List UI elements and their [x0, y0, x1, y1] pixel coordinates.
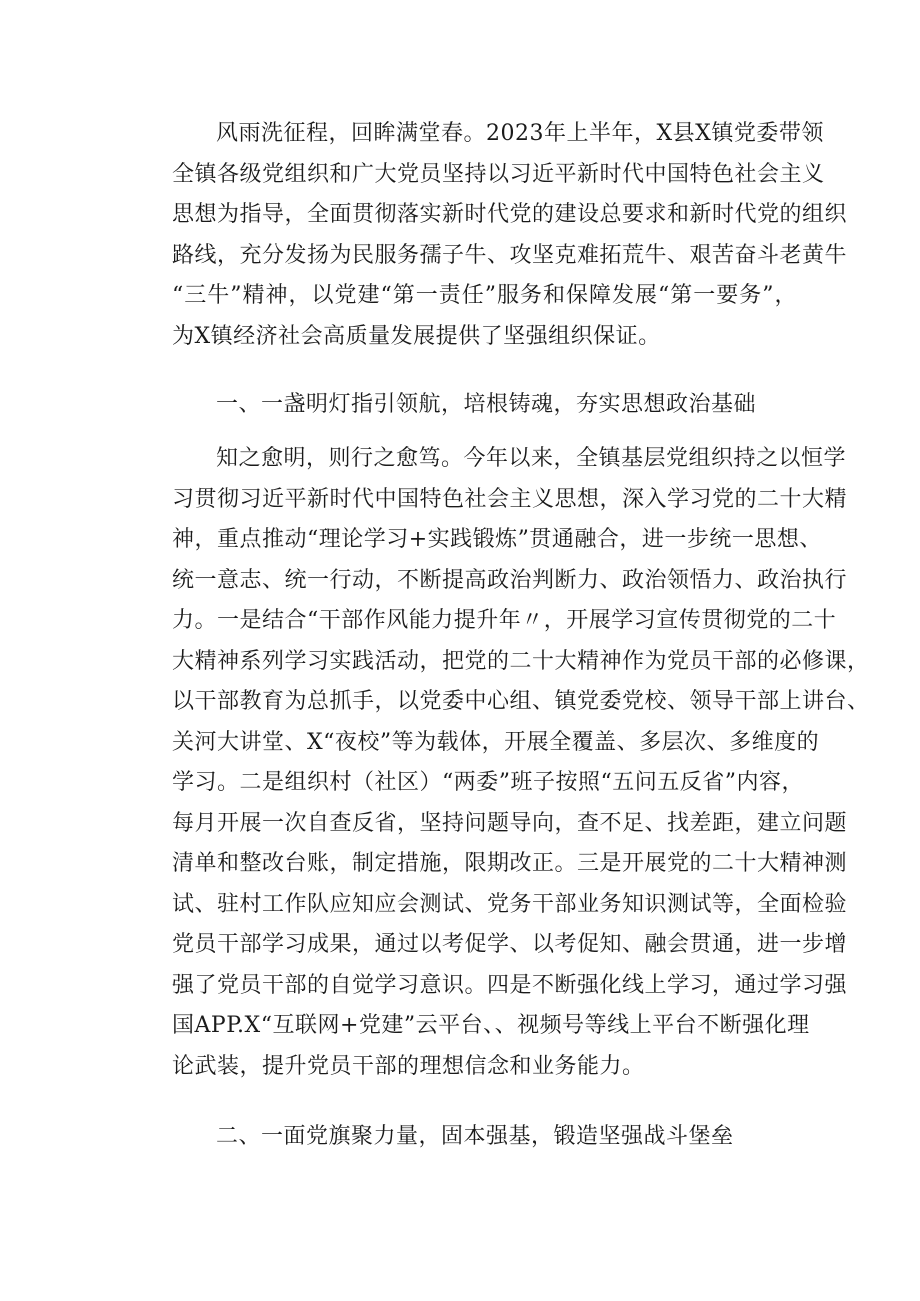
text-line: 习贯彻习近平新时代中国特色社会主义思想，深入学习党的二十大精 — [172, 486, 848, 512]
text-line: 为X镇经济社会高质量发展提供了坚强组织保证。 — [172, 323, 661, 349]
intro-paragraph — [172, 114, 848, 357]
text-line: 试、驻村工作队应知应会测试、党务干部业务知识测试等，全面检验 — [172, 891, 848, 917]
heading-text: 一、一盏明灯指引领航，培根铸魂，夯实思想政治基础 — [216, 392, 757, 417]
text-line: 学习。二是组织村（社区）“两委”班子按照“五问五反省”内容， — [172, 770, 804, 795]
text-line: 强了党员干部的自觉学习意识。四是不断强化线上学习，通过学习强 — [172, 972, 848, 998]
text-line: 力。一是结合“干部作风能力提升年〃，开展学习宣传贯彻党的二十 — [172, 608, 837, 633]
text-line: 清单和整改台账，制定措施，限期改正。三是开展党的二十大精神测 — [172, 851, 848, 876]
section-heading-1 — [172, 385, 797, 426]
text-line: 思想为指导，全面贯彻落实新时代党的建设总要求和新时代党的组织 — [172, 202, 848, 227]
text-line: 论武装，提升党员干部的理想信念和业务能力。 — [172, 1053, 645, 1079]
section-heading-2 — [172, 1117, 797, 1158]
text-line: “三牛”精神，以党建“第一责任”服务和保障发展“第一要务”， — [172, 283, 797, 308]
section-1-paragraph — [172, 439, 870, 1087]
text-line: 神，重点推动“理论学习+实践锻炼”贯通融合，进一步统一思想、 — [172, 527, 822, 552]
text-line: 关河大讲堂、X“夜校”等为载体，开展全覆盖、多层次、多维度的 — [172, 729, 820, 755]
text-line: 以干部教育为总抓手，以党委中心组、镇党委党校、领导干部上讲台、 — [172, 689, 870, 714]
text-line: 党员干部学习成果，通过以考促学、以考促知、融会贯通，进一步增 — [172, 932, 848, 957]
text-line: 知之愈明，则行之愈笃。今年以来，全镇基层党组织持之以恒学 — [216, 446, 847, 471]
text-line: 统一意志、统一行动，不断提高政治判断力、政治领悟力、政治执行 — [172, 567, 848, 593]
text-line: 大精神系列学习实践活动，把党的二十大精神作为党员干部的必修课， — [172, 648, 870, 674]
text-line: 国APP.X“互联网+党建”云平台、、视频号等线上平台不断强化理 — [172, 1013, 810, 1038]
text-line: 路线，充分发扬为民服务孺子牛、攻坚克难拓荒牛、艰苦奋斗老黄牛 — [172, 242, 848, 268]
text-line: 每月开展一次自查反省，坚持问题导向，查不足、找差距，建立问题 — [172, 810, 848, 836]
text-line: 风雨洗征程，回眸满堂春。2023年上半年，X县X镇党委带领 — [216, 121, 824, 146]
text-line: 全镇各级党组织和广大党员坚持以习近平新时代中国特色社会主义 — [172, 161, 825, 187]
heading-text: 二、一面党旗聚力量，固本强基，锻造坚强战斗堡垒 — [216, 1124, 734, 1149]
